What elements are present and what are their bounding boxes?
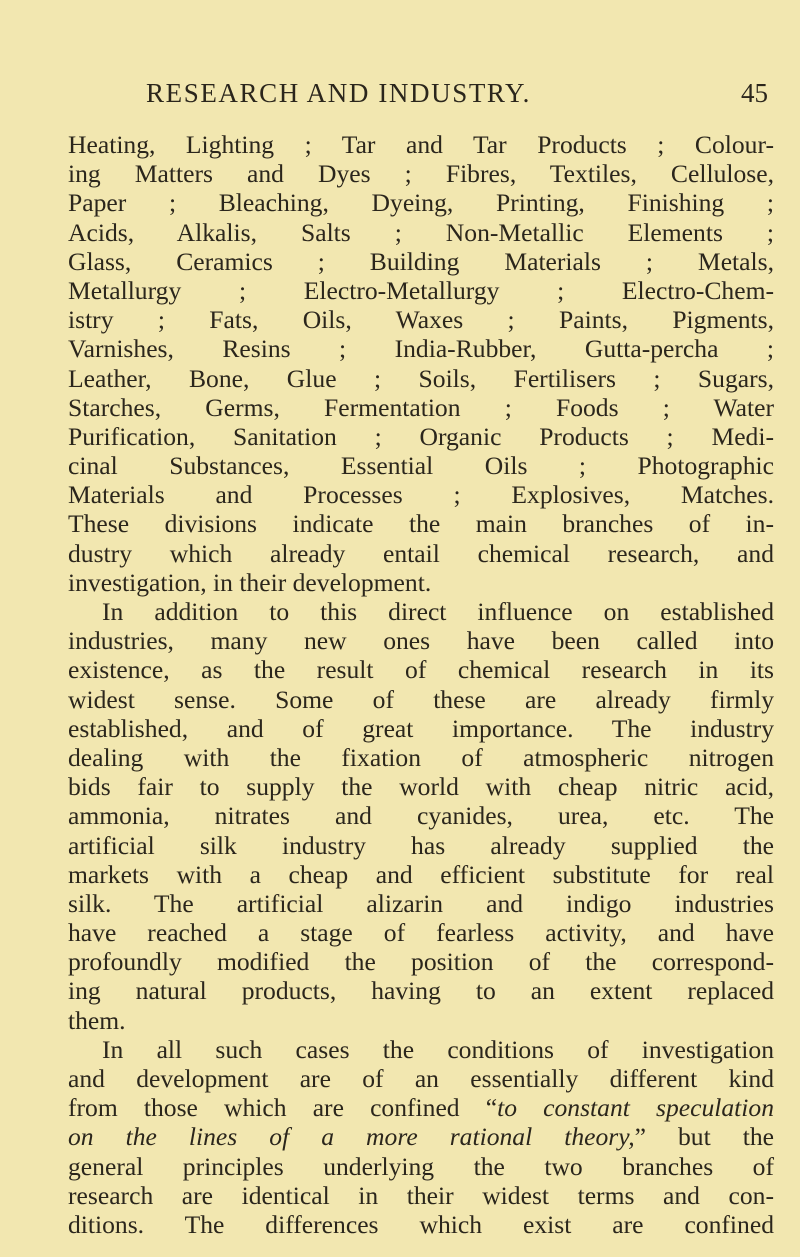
paragraph-1 — [68, 130, 774, 597]
text-line: These divisions indicate the main branches of in- — [68, 509, 774, 539]
text-line: Paper ; Bleaching, Dyeing, Printing, Finishing ; — [68, 188, 774, 218]
text-line: dustry which already entail chemical research, and — [68, 538, 774, 568]
text-line: investigation, in their development. — [68, 567, 432, 597]
text-line: Metallurgy ; Electro-Metallurgy ; Electro-Chem- — [68, 275, 774, 305]
quoted-phrase: on the lines of a more rational theory, — [68, 1122, 635, 1152]
text-line — [68, 1122, 774, 1151]
text-line: them. — [68, 1005, 126, 1035]
text-line: widest sense. Some of these are already firmly — [68, 684, 774, 714]
text-line: existence, as the result of chemical research in its — [68, 655, 774, 685]
text-line: artificial silk industry has already supplied the — [68, 830, 774, 860]
text-line: Purification, Sanitation ; Organic Products ; Medi- — [68, 421, 774, 451]
text-line: established, and of great importance. The industry — [68, 713, 774, 743]
text-line: ing natural products, having to an extent replaced — [68, 976, 774, 1006]
text-line: general principles underlying the two branches of — [68, 1151, 774, 1181]
text-line: Acids, Alkalis, Salts ; Non-Metallic Elements ; — [68, 217, 774, 247]
text-line: cinal Substances, Essential Oils ; Photographic — [68, 451, 774, 481]
text-line: ammonia, nitrates and cyanides, urea, etc. The — [68, 801, 774, 831]
text-line: Materials and Processes ; Explosives, Matches. — [68, 480, 774, 510]
text-line: Glass, Ceramics ; Building Materials ; Metals, — [68, 246, 774, 276]
quote-lead: from those which are confined “ — [68, 1093, 498, 1123]
text-line: silk. The artificial alizarin and indigo industries — [68, 888, 774, 918]
running-title: RESEARCH AND INDUSTRY. — [146, 78, 532, 108]
quoted-phrase: to constant speculation — [497, 1093, 774, 1123]
text-line: markets with a cheap and efficient substitute for real — [68, 859, 774, 889]
text-line: ditions. The differences which exist are confined — [68, 1209, 774, 1239]
text-line: bids fair to supply the world with cheap nitric acid, — [68, 772, 774, 802]
quote-tail: ” but the — [634, 1122, 774, 1152]
text-line: dealing with the fixation of atmospheric nitrogen — [68, 742, 774, 772]
text-line: research are identical in their widest terms and con- — [68, 1180, 774, 1210]
text-line: istry ; Fats, Oils, Waxes ; Paints, Pigments, — [68, 305, 774, 335]
text-line — [68, 1093, 774, 1122]
text-line: ing Matters and Dyes ; Fibres, Textiles, Cellulose, — [68, 159, 774, 189]
text-line: Starches, Germs, Fermentation ; Foods ; Water — [68, 392, 774, 422]
text-line: In all such cases the conditions of investigation — [102, 1034, 774, 1064]
paragraph-3 — [68, 1035, 774, 1239]
text-line: Leather, Bone, Glue ; Soils, Fertilisers ; Sugars, — [68, 363, 774, 393]
paragraph-2 — [68, 597, 774, 1035]
text-line: In addition to this direct influence on established — [102, 597, 774, 626]
text-line: and development are of an essentially different kind — [68, 1064, 774, 1093]
page-number: 45 — [741, 78, 768, 108]
text-line: industries, many new ones have been called into — [68, 626, 774, 656]
text-line: Heating, Lighting ; Tar and Tar Products ; Colour- — [68, 130, 774, 159]
text-line: have reached a stage of fearless activity, and have — [68, 918, 774, 948]
body-text — [68, 130, 774, 1239]
text-line: Varnishes, Resins ; India-Rubber, Gutta-percha ; — [68, 334, 774, 364]
text-line: profoundly modified the position of the correspond- — [68, 947, 774, 977]
